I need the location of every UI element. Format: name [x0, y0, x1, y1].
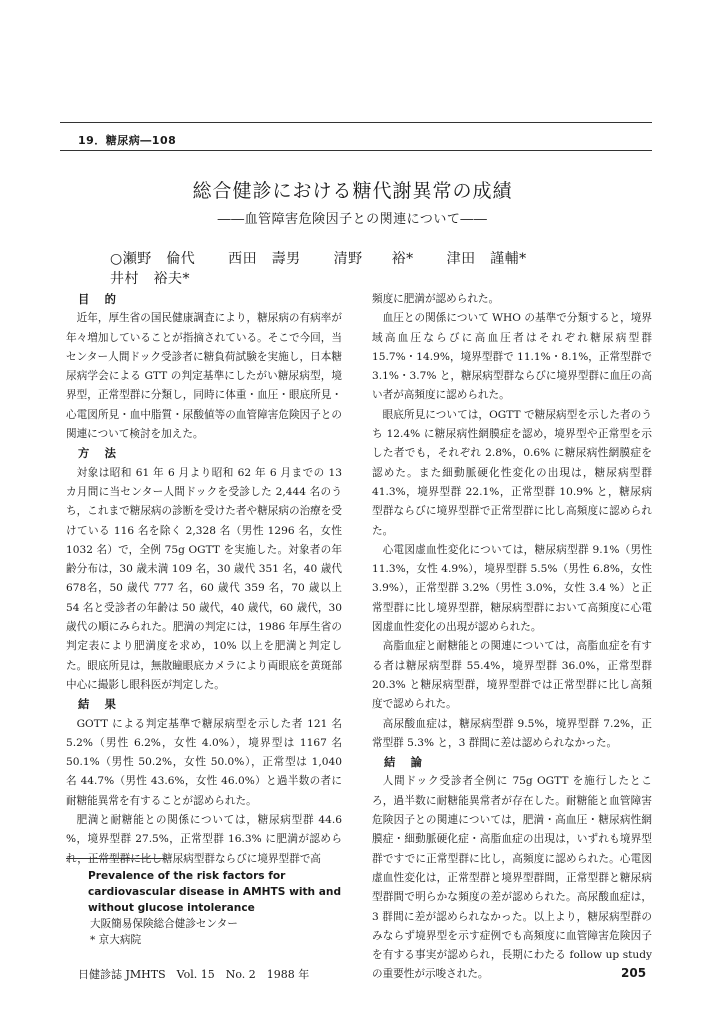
english-title: Prevalence of the risk factors for cardiovascular disease in AMHTS with and without glucose intolerance: [88, 870, 342, 914]
left-column: [66, 290, 342, 869]
paragraph: 高尿酸血症は，糖尿病型群 9.5%，境界型群 7.2%，正常型群 5.3% と，3 群間に差は認められなかった。: [372, 717, 652, 749]
paper-subtitle: ――血管障害危険因子との関連について――: [217, 212, 488, 227]
section-header-label: 19．糖尿病―108: [78, 134, 177, 147]
paragraph: 近年，厚生省の国民健康調査により，糖尿病の有病率が年々増加していることが指摘されている。そこで今回，当センター人間ドック受診者に糖負荷試験を実施し，日本糖尿病学会による GTT の判定基準にしたがい糖尿病型，境界型，正常型群に分類し，同時に体重・血圧・眼底所見・心電図所見・血中脂質・尿酸値等の血管障害危険因子との関連について検討を加えた。: [66, 312, 342, 441]
paragraph: 肥満と耐糖能との関係については，糖尿病型群 44.6 %，境界型群 27.5%，正常型群 16.3% に肥満が認められ，正常型群に比し糖尿病型群ならびに境界型群で高: [66, 814, 342, 865]
affiliation: * 京大病院: [90, 934, 142, 946]
paper-title: 総合健診における糖代謝異常の成績: [192, 180, 513, 202]
paragraph: 対象は昭和 61 年 6 月より昭和 62 年 6 月までの 13 カ月間に当センター人間ドックを受診した 2,444 名のうち，これまで糖尿病の診断を受けた者や糖尿病の治療を受けている 116 名を除く 2,328 名（男性 1296 名，女性 1032 名）で，全例 75g OGTT を実施した。対象者の年齢分布は，30 歳未満 109 名，30 歳代 351 名，40 歳代 678名，50 歳代 777 名，60 歳代 359 名，70 歳以上 54 名と受診者の年齢は 50 歳代，40 歳代，60 歳代，30 歳代の順にみられた。肥満の判定には，1986 年厚生省の判定表により肥満度を求め，10% 以上を肥満と判定した。眼底所見は，無散瞳眼底カメラにより両眼底を黄斑部中心に撮影し眼科医が判定した。: [66, 466, 342, 691]
author: 津田 謹輔*: [446, 251, 527, 267]
header-bottom-rule: [60, 150, 652, 151]
section-heading: 方 法: [78, 447, 118, 461]
paragraph: 心電図虚血性変化については，糖尿病型群 9.1%（男性 11.3%，女性 4.9%），境界型群 5.5%（男性 6.8%，女性 3.9%），正常型群 3.2%（男性 3.0%，女性 3.4 %）と正常型群に比し境界型群，糖尿病型群において高頻度に心電図虚血性変化の出現が認められた。: [372, 543, 652, 634]
paragraph: 血圧との関係について WHO の基準で分類すると，境界域高血圧ならびに高血圧者はそれぞれ糖尿病型群 15.7%・14.9%，境界型群で 11.1%・8.1%，正常型群で 3.1%・3.7% と，糖尿病型群ならびに境界型群に血圧の高い者が高頻度に認められた。: [372, 312, 652, 402]
author: 清野 裕*: [333, 251, 414, 267]
author: ○瀬野 倫代: [110, 251, 196, 267]
page-number: 205: [621, 966, 647, 980]
author: 井村 裕夫*: [110, 271, 190, 287]
author: 西田 壽男: [228, 251, 301, 267]
right-column: [372, 290, 652, 985]
section-heading: 結 果: [78, 698, 118, 712]
section-heading: 目 的: [78, 293, 118, 306]
affiliations: [90, 916, 238, 948]
paragraph: 頻度に肥満が認められた。: [372, 293, 500, 305]
paragraph: 眼底所見については，OGTT で糖尿病型を示した者のうち 12.4% に糖尿病性網膜症を認め，境界型や正常型を示した者でも，それぞれ 2.8%，0.6% に糖尿病性網膜症を認めた。また細動脈硬化性変化の出現は，糖尿病型群 41.3%，境界型群 22.1%，正常型群 10.9% と，糖尿病型群ならびに境界型群で正常型群に比し高頻度に認められた。: [372, 408, 652, 537]
author-list: [110, 248, 630, 288]
section-heading: 結 論: [384, 756, 424, 770]
footnote-rule: [66, 858, 166, 859]
affiliation: 大阪簡易保険総合健診センター: [90, 918, 238, 930]
journal-footer: 日健診誌 JMHTS Vol. 15 No. 2 1988 年: [78, 968, 310, 981]
paragraph: 人間ドック受診者全例に 75g OGTT を施行したところ，過半数に耐糖能異常者が存在した。耐糖能と血管障害危険因子との関連については，肥満・高血圧・糖尿病性網膜症・細動脈硬化症・高脂血症の出現は，いずれも境界型群ですでに正常型群に比し，高頻度に認められた。心電図虚血性変化は，正常型群と境界型群間，正常型群と糖尿病型群間で明らかな頻度の差が認められた。高尿酸血症は，3 群間に差が認められなかった。以上より，糖尿病型群のみならず境界型を示す症例でも高頻度に血管障害危険因子を有する事実が認められ，長期にわたる follow up study の重要性が示唆された。: [372, 775, 652, 981]
paragraph: 高脂血症と耐糖能との関連については，高脂血症を有する者は糖尿病型群 55.4%，境界型群 36.0%，正常型群 20.3% と糖尿病型群，境界型群では正常型群に比し高頻度で認められた。: [372, 640, 652, 711]
paragraph: GOTT による判定基準で糖尿病型を示した者 121 名 5.2%（男性 6.2%，女性 4.0%），境界型は 1167 名 50.1%（男性 50.2%，女性 50.0%），正常型は 1,040 名 44.7%（男性 43.6%，女性 46.0%）と過半数の者に耐糖能異常を有することが認められた。: [66, 717, 342, 807]
header-top-rule: [60, 122, 652, 123]
